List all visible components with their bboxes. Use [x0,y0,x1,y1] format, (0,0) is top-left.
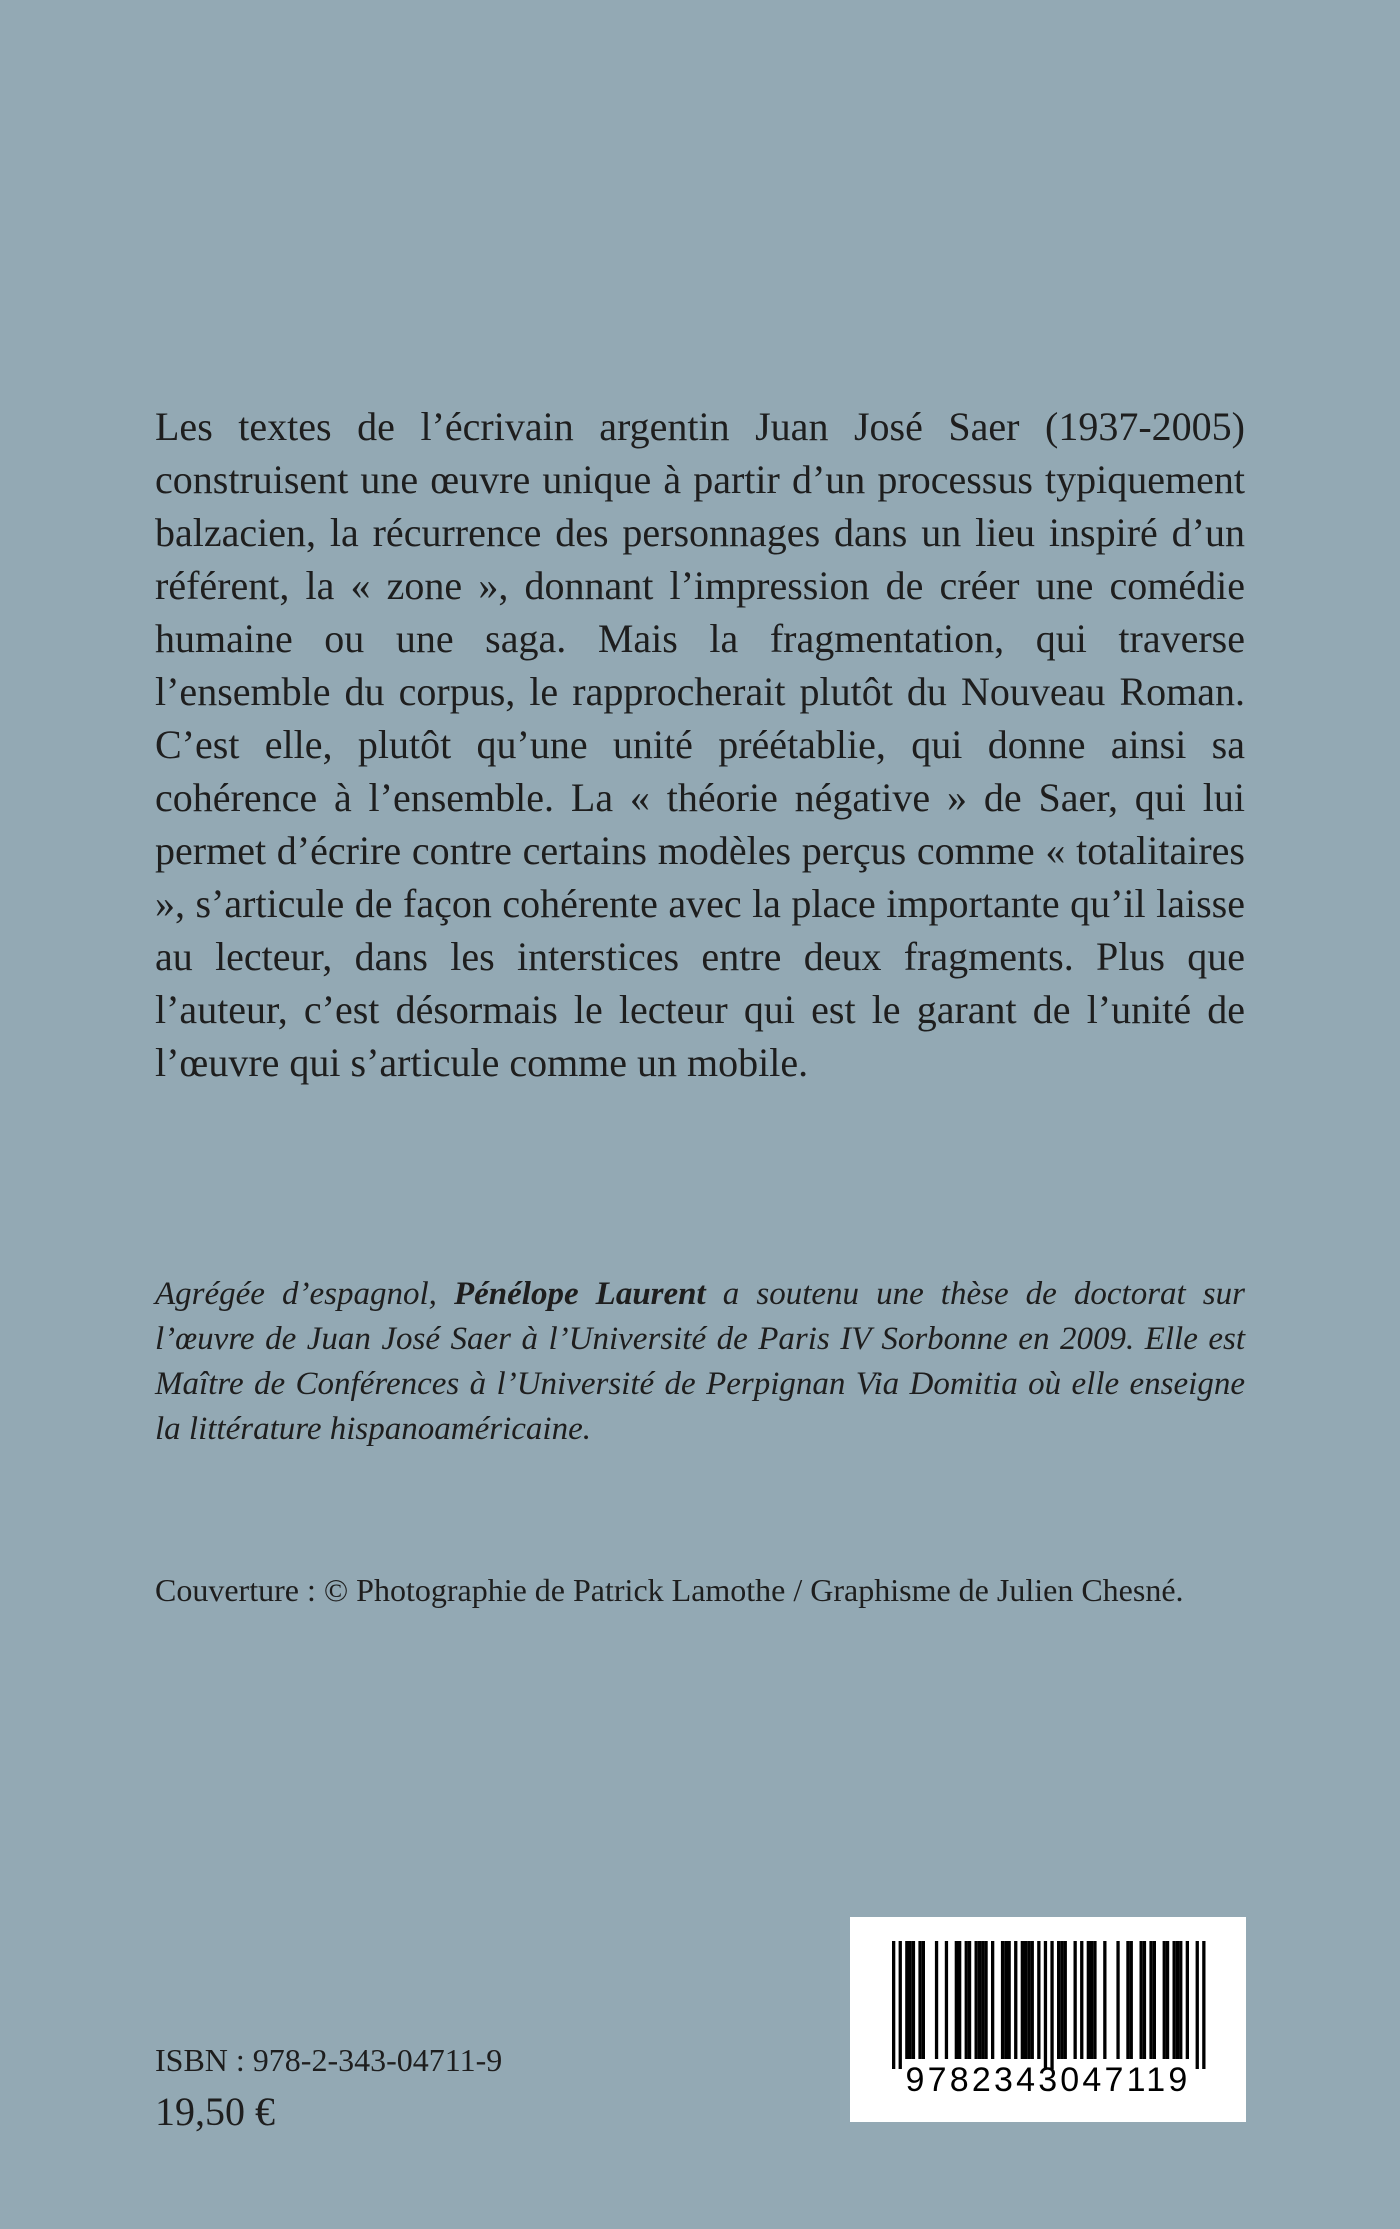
barcode-bar [909,1941,912,2059]
barcode-digits: 9782343047119 [905,2061,1191,2099]
barcode-bar [1173,1941,1176,2059]
barcode-bar [1090,1941,1093,2059]
barcode-bar [1196,1941,1199,2069]
barcode-bar [965,1941,968,2059]
barcode-bar [1103,1941,1106,2059]
barcode-bar [1149,1941,1152,2059]
barcode-bar [918,1941,921,2059]
author-bio [155,1272,1245,1452]
price: 19,50 € [155,2089,275,2134]
barcode-bar [1014,1941,1017,2059]
barcode-bar [945,1941,948,2059]
barcode-bar [1166,1941,1169,2059]
barcode-bar [975,1941,978,2059]
barcode-bar [1087,1941,1090,2059]
barcode-bar [1143,1941,1146,2059]
barcode [850,1917,1246,2122]
barcode-bar [1037,1941,1040,2059]
barcode-bar [991,1941,994,2059]
isbn: ISBN : 978-2-343-04711-9 [155,2042,503,2078]
barcode-bar [899,1941,902,2069]
barcode-bar [1031,1941,1034,2059]
barcode-bar [1179,1941,1182,2059]
barcode-bar [922,1941,925,2059]
barcode-bar [1024,1941,1027,2059]
barcode-bar [984,1941,987,2059]
barcode-bar [978,1941,981,2059]
barcode-bar [968,1941,971,2059]
barcode-bar [912,1941,915,2059]
barcode-bar [958,1941,961,2059]
barcode-bar [905,1941,908,2059]
author-name: Pénélope Laurent [453,1276,706,1312]
barcode-bar [1202,1941,1205,2069]
barcode-bar [1140,1941,1143,2059]
barcode-bar [935,1941,938,2059]
author-bio-prefix: Agrégée d’espagnol, [155,1276,454,1312]
barcode-bar [1050,1941,1053,2069]
barcode-bar [1080,1941,1083,2059]
barcode-bar [1044,1941,1047,2069]
cover-credits: Couverture : © Photographie de Patrick Lamothe / Graphisme de Julien Chesné. [155,1572,1184,1608]
barcode-bar [1126,1941,1129,2059]
barcode-bar [1001,1941,1004,2059]
barcode-bar [1163,1941,1166,2059]
barcode-bar [981,1941,984,2059]
barcode-bar [1074,1941,1077,2059]
barcode-bar [1004,1941,1007,2059]
barcode-bar [1093,1941,1096,2059]
author-bio-text: a soutenu une thèse de doctorat sur l’œuvre de Juan José Saer à l’Université de Paris IV Sorbonne en 2009. Elle est Maître de Conférences à l’Université de Perpignan Via Domitia où elle enseigne la littérature hispanoaméricaine. [155,1276,1245,1447]
barcode-bar [1057,1941,1060,2059]
barcode-bar [1027,1941,1030,2059]
barcode-bar [1153,1941,1156,2059]
barcode-bar [892,1941,895,2069]
barcode-bar [1116,1941,1119,2059]
barcode-bar [1021,1941,1024,2059]
barcode-bar [1008,1941,1011,2059]
barcode-bar [1064,1941,1067,2059]
barcode-bar [1186,1941,1189,2059]
barcode-bar [1130,1941,1133,2059]
back-cover-blurb: Les textes de l’écrivain argentin Juan José Saer (1937-2005) construisent une œuvre unique à partir d’un processus typiquement balzacien, la récurrence des personnages dans un lieu inspiré d’un référent, la « zone », donnant l’impression de créer une comédie humaine ou une saga. Mais la fragmentation, qui traverse l’ensemble du corpus, le rapprocherait plutôt du Nouveau Roman. C’est elle, plutôt qu’une unité préétablie, qui donne ainsi sa cohérence à l’ensemble. La « théorie négative » de Saer, qui lui permet d’écrire contre certains modèles perçus comme « totalitaires », s’articule de façon cohérente avec la place importante qu’il laisse au lecteur, dans les interstices entre deux fragments. Plus que l’auteur, c’est désormais le lecteur qui est le garant de l’unité de l’œuvre qui s’articule comme un mobile. [155,404,1245,1085]
barcode-bar [1060,1941,1063,2059]
barcode-bar [955,1941,958,2059]
barcode-bar [1176,1941,1179,2059]
